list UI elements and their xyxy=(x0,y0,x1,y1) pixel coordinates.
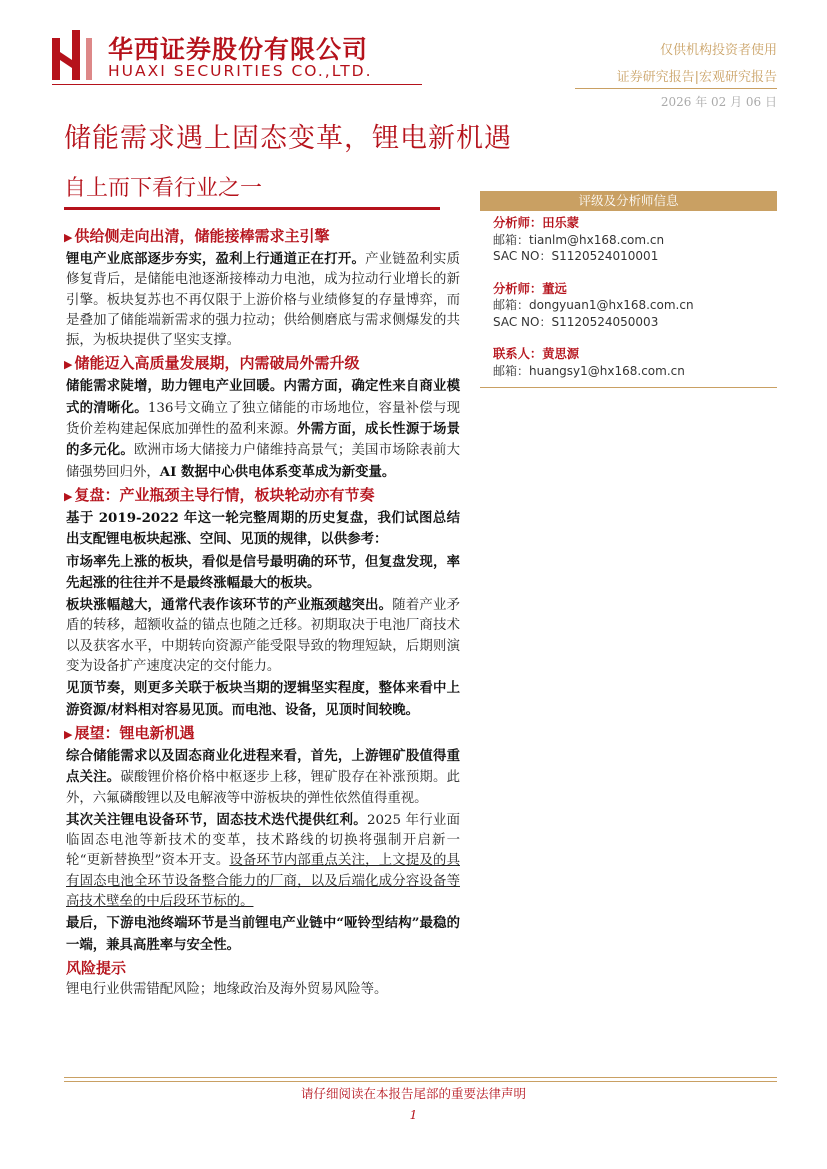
analyst-email[interactable]: 邮箱：tianlm@hx168.com.cn xyxy=(493,232,665,247)
paragraph: 其次关注锂电设备环节，固态技术迭代提供红利。2025 年行业面临固态电池等新技术的变革，技术路线的切换将强制开启新一轮“更新替换型”资本开支。设备环节内部重点关注，上文提及的具有固态电池全环节设备整合能力的厂商，以及后端化成分容设备等高技术壁垒的中后段环节标的。 xyxy=(66,811,461,910)
analyst-sac: SAC NO：S1120524010001 xyxy=(493,249,659,263)
page-number: 1 xyxy=(409,1108,418,1122)
triangle-icon: ▶ xyxy=(64,489,73,503)
contact-email[interactable]: 邮箱：huangsy1@hx168.com.cn xyxy=(493,363,685,378)
paragraph: 见顶节奏，则更多关联于板块当期的逻辑坚实程度，整体来看中上游资源/材料相对容易见顶。而电池、设备，见顶时间较晚。 xyxy=(66,680,460,718)
contact-name: 联系人：黄思源 xyxy=(493,346,580,361)
company-name-cn: 华西证券股份有限公司 xyxy=(108,35,369,64)
subtitle-divider xyxy=(64,207,440,210)
company-name-en: HUAXI SECURITIES CO.,LTD. xyxy=(108,62,373,80)
paragraph: 综合储能需求以及固态商业化进程来看，首先，上游锂矿股值得重点关注。碳酸锂价格价格中枢逐步上移，锂矿股存在补涨预期。此外，六氟磷酸锂以及电解液等中游板块的弹性依然值得重视。 xyxy=(66,747,461,806)
triangle-icon: ▶ xyxy=(64,358,73,372)
audience-label: 仅供机构投资者使用 xyxy=(659,43,777,58)
section-heading: ▶ 展望：锂电新机遇 xyxy=(64,723,195,742)
analyst-card xyxy=(493,215,773,265)
section-heading: ▶ 储能迈入高质量发展期，内需破局外需升级 xyxy=(64,354,360,373)
section-heading: ▶ 复盘：产业瓶颈主导行情，板块轮动亦有节奏 xyxy=(64,485,375,504)
paragraph: 储能需求陡增，助力锂电产业回暖。内需方面，确定性来自商业模式的清晰化。136号文确立了独立储能的市场地位，容量补偿与现货价差构建起保底加弹性的盈利来源。外需方面，成长性源于场景的多元化。欧洲市场大储接力户储维持高景气；美国市场除表前大储强势回归外，AI 数据中心供电体系变革成为新变量。 xyxy=(66,378,461,480)
triangle-icon: ▶ xyxy=(64,231,73,244)
footer-divider xyxy=(64,1077,777,1082)
analyst-sac: SAC NO：S1120524050003 xyxy=(493,314,659,329)
legal-disclaimer-link[interactable]: 请仔细阅读在本报告尾部的重要法律声明 xyxy=(300,1086,526,1101)
report-date: 2026 年 02 月 06 日 xyxy=(660,95,777,109)
header-divider xyxy=(52,84,422,85)
page-subtitle: 自上而下看行业之一 xyxy=(64,176,263,201)
analyst-card xyxy=(493,281,773,331)
page-title: 储能需求遇上固态变革，锂电新机遇 xyxy=(64,123,512,154)
analyst-name: 分析师：田乐蒙 xyxy=(493,215,580,230)
paragraph: 板块涨幅越大，通常代表作该环节的产业瓶颈越突出。随着产业矛盾的转移，超额收益的锚点也随之迁移。初期取决于电池厂商技术以及获客水平，中期转向资源产能受限导致的物理短缺，后期则演变为设备扩产速度决定的交付能力。 xyxy=(66,597,461,675)
company-logo xyxy=(52,30,98,80)
analyst-panel xyxy=(493,215,773,395)
section-heading: ▶ 供给侧走向出清，储能接棒需求主引擎 xyxy=(64,227,330,245)
paragraph: 锂电产业底部逐步夯实，盈利上行通道正在打开。产业链盈利实质修复背后，是储能电池逐渐接棒动力电池，成为拉动行业增长的新引擎。板块复苏也不再仅限于上游价格与业绩修复的存量博弈，而是叠加了储能端新需求的强力拉动；供给侧磨底与需求侧爆发的共振，为板块提供了坚实支撑。 xyxy=(66,251,461,349)
report-type: 证券研究报告|宏观研究报告 xyxy=(616,70,777,85)
analyst-panel-title: 评级及分析师信息 xyxy=(480,191,777,211)
paragraph: 市场率先上涨的板块，看似是信号最明确的环节，但复盘发现，率先起涨的往往并不是最终涨幅最大的板块。 xyxy=(66,553,460,591)
paragraph: 基于 2019-2022 年这一轮完整周期的历史复盘，我们试图总结出支配锂电板块起涨、空间、见顶的规律，以供参考： xyxy=(66,509,460,548)
triangle-icon: ▶ xyxy=(64,727,73,741)
analyst-email[interactable]: 邮箱：dongyuan1@hx168.com.cn xyxy=(493,298,694,312)
contact-card xyxy=(493,346,773,379)
report-body xyxy=(66,224,460,1001)
header-divider-right xyxy=(575,88,777,89)
panel-divider xyxy=(480,387,777,388)
risk-text: 锂电行业供需错配风险；地缘政治及海外贸易风险等。 xyxy=(66,981,388,997)
risk-heading: 风险提示 xyxy=(66,958,127,977)
analyst-name: 分析师：董远 xyxy=(493,280,567,296)
paragraph: 最后，下游电池终端环节是当前锂电产业链中“哑铃型结构”最稳的一端，兼具高胜率与安全性。 xyxy=(66,915,460,953)
